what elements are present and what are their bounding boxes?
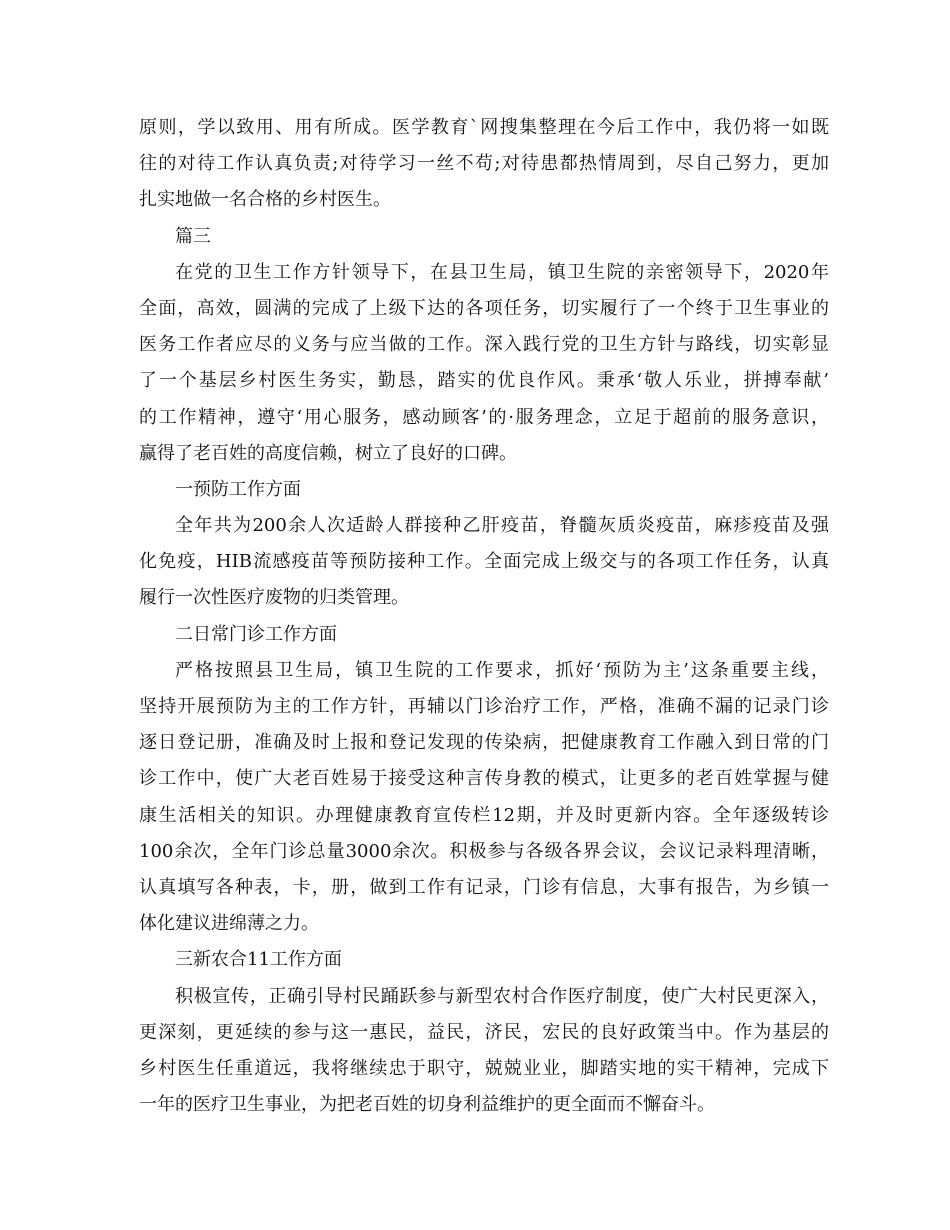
text-line: 乡村医生任重道远，我将继续忠于职守，兢兢业业，脚踏实地的实干精神，完成下 [139,1057,829,1079]
text-line: 医务工作者应尽的义务与应当做的工作。深入践行党的卫生方针与路线，切实彰显 [139,334,829,356]
text-line: 扎实地做一名合格的乡村医生。 [139,189,391,211]
paragraph-first-line: 全年共为200余人次适龄人群接种乙肝疫苗，脊髓灰质炎疫苗，麻疹疫苗及强 [175,515,829,537]
paragraph-first-line: 积极宣传，正确引导村民踊跃参与新型农村合作医疗制度，使广大村民更深入， [175,985,829,1007]
paragraph-first-line: 在党的卫生工作方针领导下，在县卫生局，镇卫生院的亲密领导下，2020年 [175,261,829,283]
text-line: 赢得了老百姓的高度信赖，树立了良好的口碑。 [139,442,517,464]
text-line: 更深刻，更延续的参与这一惠民，益民，济民，宏民的良好政策当中。作为基层的 [139,1021,829,1043]
text-line: 认真填写各种表，卡，册，做到工作有记录，门诊有信息，大事有报告，为乡镇一 [139,876,829,898]
text-line: 履行一次性医疗废物的归类管理。 [139,587,409,609]
paragraph-first-line: 二日常门诊工作方面 [175,623,337,645]
text-line: 了一个基层乡村医生务实，勤恳，踏实的优良作风。秉承‘敬人乐业，拼搏奉献’ [139,370,829,392]
text-line: 坚持开展预防为主的工作方针，再辅以门诊治疗工作，严格，准确不漏的记录门诊 [139,696,829,717]
text-line: 康生活相关的知识。办理健康教育宣传栏12期，并及时更新内容。全年逐级转诊 [139,804,829,826]
text-line: 一年的医疗卫生事业，为把老百姓的切身利益维护的更全面而不懈奋斗。 [139,1094,715,1116]
text-line: 往的对待工作认真负责;对待学习一丝不苟;对待患都热情周到，尽自己努力，更加 [139,153,829,175]
text-line: 体化建议进绵薄之力。 [139,913,319,935]
document-body [139,110,829,1123]
text-line: 的工作精神，遵守‘用心服务，感动顾客’的·服务理念，立足于超前的服务意识， [139,406,829,428]
paragraph-first-line: 一预防工作方面 [175,478,301,500]
text-line: 逐日登记册，准确及时上报和登记发现的传染病，把健康教育工作融入到日常的门 [139,732,829,754]
paragraph-first-line: 三新农合11工作方面 [175,949,342,971]
paragraph-first-line: 篇三 [175,225,211,247]
text-line: 原则，学以致用、用有所成。医学教育`网搜集整理在今后工作中，我仍将一如既 [139,117,829,138]
text-line: 100余次，全年门诊总量3000余次。积极参与各级各界会议，会议记录料理清晰， [139,840,829,862]
text-line: 诊工作中，使广大老百姓易于接受这种言传身教的模式，让更多的老百姓掌握与健 [139,768,829,790]
text-line: 全面，高效，圆满的完成了上级下达的各项任务，切实履行了一个终于卫生事业的 [139,297,829,319]
text-line: 化免疫，HIB流感疫苗等预防接种工作。全面完成上级交与的各项工作任务，认真 [139,551,829,573]
paragraph-first-line: 严格按照县卫生局，镇卫生院的工作要求，抓好‘预防为主’这条重要主线， [175,659,829,681]
